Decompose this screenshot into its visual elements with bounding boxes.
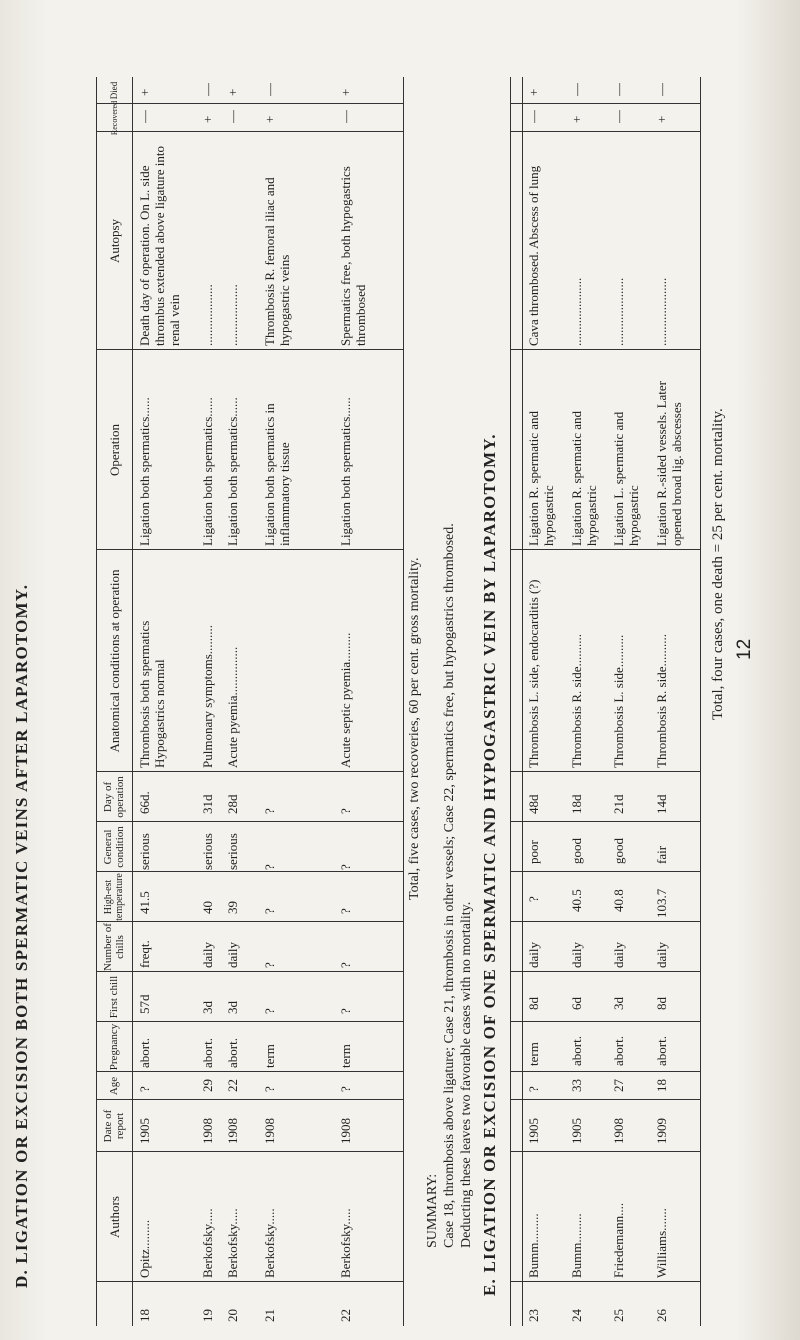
header-temperature: High-est temperature — [103, 873, 125, 921]
anatomical: Thrombosis R. side.......... — [569, 634, 584, 768]
row-number: 20 — [225, 1309, 240, 1322]
died: + — [225, 88, 240, 96]
col-sep — [96, 1281, 403, 1282]
recovered: + — [654, 115, 669, 123]
autopsy: ..................... — [654, 277, 669, 346]
date: 1905 — [137, 1118, 152, 1144]
date: 1908 — [338, 1118, 353, 1144]
author: Berkofsky..... — [338, 1208, 353, 1278]
first-chill: 8d — [526, 997, 541, 1010]
table-e-bottom-rule — [700, 77, 701, 1326]
col-sep — [96, 921, 403, 922]
col-sep — [510, 1281, 700, 1282]
autopsy: ..................... — [611, 277, 626, 346]
author: Williams....... — [654, 1208, 669, 1278]
anatomical: Pulmonary symptoms......... — [200, 624, 215, 768]
chills: daily — [225, 942, 240, 968]
first-chill: 6d — [569, 997, 584, 1010]
day-of-operation: 28d — [225, 794, 240, 814]
operation: Ligation both spermatics...... — [200, 397, 215, 546]
author: Berkofsky..... — [225, 1208, 240, 1278]
date: 1908 — [225, 1118, 240, 1144]
day-of-operation: 21d — [611, 794, 626, 814]
autopsy: Spermatics free, both hypogastrics thrombosed — [338, 166, 368, 346]
author: Berkofsky..... — [262, 1208, 277, 1278]
operation: Ligation L. spermatic and hypogastric — [611, 411, 641, 546]
first-chill: ? — [262, 1008, 277, 1014]
recovered: + — [200, 115, 215, 123]
died: — — [611, 83, 626, 96]
chills: daily — [654, 942, 669, 968]
date: 1905 — [569, 1118, 584, 1144]
condition: ? — [338, 864, 353, 870]
died: — — [654, 83, 669, 96]
col-sep — [510, 1099, 700, 1100]
page-number: 12 — [734, 638, 755, 660]
col-sep — [510, 1071, 700, 1072]
row-number: 25 — [611, 1309, 626, 1322]
age: 29 — [200, 1079, 215, 1092]
col-sep — [510, 1021, 700, 1022]
col-sep — [96, 1021, 403, 1022]
recovered: — — [137, 110, 152, 123]
chills: ? — [262, 962, 277, 968]
anatomical: Thrombosis R. side.......... — [654, 634, 669, 768]
author: Opitz......... — [137, 1219, 152, 1278]
date: 1909 — [654, 1118, 669, 1144]
header-anatomical: Anatomical conditions at operation — [106, 569, 122, 753]
temperature: 40 — [200, 901, 215, 914]
operation: Ligation both spermatics...... — [225, 397, 240, 546]
pregnancy: abort. — [611, 1036, 626, 1066]
pregnancy: abort. — [200, 1038, 215, 1068]
condition: serious — [137, 833, 152, 870]
col-sep — [96, 971, 403, 972]
col-sep — [510, 1151, 700, 1152]
anatomical: Acute septic pyemia......... — [338, 632, 353, 768]
col-sep — [96, 1151, 403, 1152]
first-chill: 3d — [225, 1001, 240, 1014]
temperature: ? — [526, 896, 541, 902]
age: 33 — [569, 1079, 584, 1092]
row-number: 24 — [569, 1309, 584, 1322]
day-of-operation: 66d. — [137, 791, 152, 814]
col-sep — [96, 871, 403, 872]
pregnancy: abort. — [137, 1038, 152, 1068]
header-date: Date of report — [102, 1109, 126, 1143]
autopsy: ................... — [225, 284, 240, 346]
first-chill: 3d — [200, 1001, 215, 1014]
died: — — [200, 83, 215, 96]
age: 22 — [225, 1079, 240, 1092]
date: 1908 — [611, 1118, 626, 1144]
col-sep — [96, 549, 403, 550]
section-d-title: D. LIGATION OR EXCISION BOTH SPERMATIC VEINS AFTER LAPAROTOMY. — [12, 583, 31, 1288]
author: Berkofsky..... — [200, 1208, 215, 1278]
header-pregnancy: Pregnancy — [107, 1023, 120, 1071]
col-sep — [510, 871, 700, 872]
date: 1905 — [526, 1118, 541, 1144]
col-sep — [510, 971, 700, 972]
age: ? — [338, 1086, 353, 1092]
section-e-title: E. LIGATION OR EXCISION OF ONE SPERMATIC AND HYPOGASTRIC VEIN BY LAPAROTOMY. — [480, 433, 499, 1296]
age: 18 — [654, 1079, 669, 1092]
first-chill: 57d — [137, 994, 152, 1014]
condition: good — [611, 838, 626, 864]
died: — — [569, 83, 584, 96]
chills: ? — [338, 962, 353, 968]
table-d-bottom-rule — [403, 77, 404, 1326]
temperature: 41.5 — [137, 891, 152, 914]
col-sep — [96, 771, 403, 772]
first-chill: 3d — [611, 997, 626, 1010]
header-condition: General condition — [102, 826, 126, 868]
pregnancy: term — [338, 1044, 353, 1068]
temperature: 103.7 — [654, 888, 669, 918]
header-operation: Operation — [106, 424, 122, 476]
anatomical: Thrombosis L. side, endocarditis (?) — [526, 579, 541, 768]
temperature: 40.8 — [611, 889, 626, 912]
header-died: Died — [108, 81, 119, 100]
chills: daily — [200, 942, 215, 968]
table-d-header-rule — [132, 77, 133, 1326]
summary-line1: Case 18, thrombosis above ligature; Case 21, thrombosis in other vessels; Case 22, spermatics free, but hypogastrics thrombosed. — [442, 523, 457, 1248]
col-sep — [96, 821, 403, 822]
date: 1908 — [200, 1118, 215, 1144]
day-of-operation: 14d — [654, 794, 669, 814]
day-of-operation: ? — [262, 808, 277, 814]
anatomical: Acute pyemia............... — [225, 646, 240, 768]
condition: poor — [526, 840, 541, 864]
age: ? — [262, 1086, 277, 1092]
col-sep — [510, 349, 700, 350]
summary-total: Total, five cases, two recoveries, 60 per cent. gross mortality. — [407, 557, 422, 900]
footer-total: Total, four cases, one death = 25 per cent. mortality. — [710, 408, 726, 720]
condition: ? — [262, 864, 277, 870]
recovered: — — [611, 110, 626, 123]
col-sep — [96, 349, 403, 350]
chills: daily — [526, 942, 541, 968]
row-number: 19 — [200, 1309, 215, 1322]
col-sep — [510, 821, 700, 822]
day-of-operation: 31d — [200, 794, 215, 814]
age: ? — [526, 1086, 541, 1092]
header-first-chill: First chill — [107, 975, 120, 1019]
author: Bumm......... — [569, 1213, 584, 1278]
pregnancy: term — [262, 1044, 277, 1068]
chills: daily — [611, 942, 626, 968]
col-sep — [96, 131, 403, 132]
pregnancy: abort. — [654, 1036, 669, 1066]
operation: Ligation both spermatics in inflammatory tissue — [262, 403, 292, 546]
died: + — [526, 88, 541, 96]
condition: serious — [225, 833, 240, 870]
col-sep — [96, 103, 403, 104]
age: ? — [137, 1086, 152, 1092]
row-number: 26 — [654, 1309, 669, 1322]
autopsy: ................... — [200, 284, 215, 346]
recovered: — — [338, 110, 353, 123]
pregnancy: term — [526, 1042, 541, 1066]
pregnancy: abort. — [569, 1036, 584, 1066]
condition: fair — [654, 845, 669, 864]
recovered: — — [225, 110, 240, 123]
col-sep — [510, 921, 700, 922]
col-sep — [510, 131, 700, 132]
temperature: 40.5 — [569, 889, 584, 912]
col-sep — [510, 549, 700, 550]
header-authors: Authors — [106, 1196, 122, 1238]
recovered: + — [262, 115, 277, 123]
header-autopsy: Autopsy — [106, 218, 122, 264]
recovered: — — [526, 110, 541, 123]
pregnancy: abort. — [225, 1038, 240, 1068]
temperature: ? — [262, 908, 277, 914]
died: + — [338, 88, 353, 96]
chills: daily — [569, 942, 584, 968]
row-number: 22 — [338, 1309, 353, 1322]
table-e-header-rule — [522, 77, 523, 1326]
anatomical: Thrombosis both spermatics Hypogastrics normal — [137, 620, 167, 768]
died: + — [137, 88, 152, 96]
recovered: + — [569, 115, 584, 123]
author: Friedemann.... — [611, 1202, 626, 1278]
day-of-operation: ? — [338, 808, 353, 814]
anatomical: Thrombosis L. side.......... — [611, 634, 626, 768]
col-sep — [96, 1071, 403, 1072]
day-of-operation: 48d — [526, 794, 541, 814]
operation: Ligation R. spermatic and hypogastric — [526, 410, 556, 546]
first-chill: 8d — [654, 997, 669, 1010]
autopsy: Death day of operation. On L. side thrombus extended above ligature into renal vein — [137, 145, 182, 346]
row-number: 21 — [262, 1309, 277, 1322]
operation: Ligation both spermatics...... — [137, 397, 152, 546]
autopsy: Cava thrombosed. Abscess of lung — [526, 165, 541, 346]
died: — — [262, 83, 277, 96]
operation: Ligation both spermatics...... — [338, 397, 353, 546]
col-sep — [96, 1099, 403, 1100]
autopsy: Thrombosis R. femoral iliac and hypogastric veins — [262, 177, 292, 346]
day-of-operation: 18d — [569, 794, 584, 814]
date: 1908 — [262, 1118, 277, 1144]
summary-label: SUMMARY: — [425, 1173, 440, 1248]
condition: good — [569, 838, 584, 864]
header-age: Age — [107, 1076, 120, 1096]
row-number: 23 — [526, 1309, 541, 1322]
first-chill: ? — [338, 1008, 353, 1014]
operation: Ligation R. spermatic and hypogastric — [569, 410, 599, 546]
col-sep — [510, 103, 700, 104]
table-e-top-rule — [510, 77, 511, 1326]
operation: Ligation R.-sided vessels. Later opened broad lig. abscesses — [654, 381, 684, 546]
autopsy: ..................... — [569, 277, 584, 346]
chills: freqt. — [137, 940, 152, 968]
author: Bumm......... — [526, 1213, 541, 1278]
summary-line2: Deducting these leaves two favorable cases with no mortality. — [459, 901, 474, 1248]
temperature: ? — [338, 908, 353, 914]
header-recovered: Recovered — [109, 100, 119, 136]
temperature: 39 — [225, 901, 240, 914]
row-number: 18 — [137, 1309, 152, 1322]
col-sep — [510, 771, 700, 772]
age: 27 — [611, 1079, 626, 1092]
header-chills: Number of chills — [102, 923, 126, 971]
condition: serious — [200, 833, 215, 870]
header-day-operation: Day of operation — [102, 776, 126, 818]
